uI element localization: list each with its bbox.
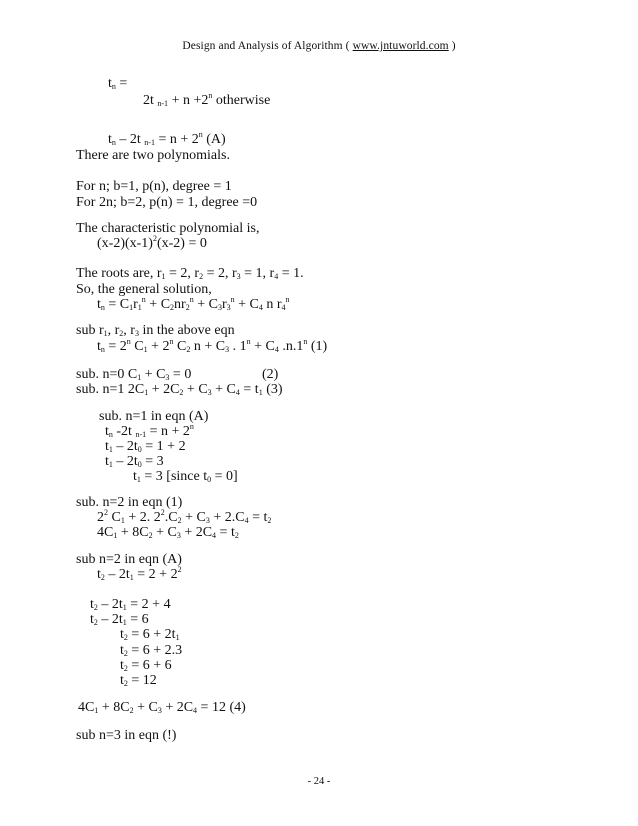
eq-line: $(x-2)(x-1)^2(x-2) = 0$ (97, 234, 207, 251)
text-line: The roots are, $r_1 = 2$, $r_2 = 2$, $r_3 = 1$, $r_4 = 1$. (76, 266, 304, 281)
eq-line: $t_n = C_1r_1^n + C_2nr_2^n + C_3r_3^n + C_4$ n $r_4^n$ (97, 295, 290, 312)
eq-line: $t_1 = 3$ [since $t_0 = 0$] (133, 469, 238, 484)
text-line: The characteristic polynomial is, (76, 221, 260, 236)
page-header (0, 40, 638, 52)
eq-line: $t_1 - 2t_0 = 1 + 2$ (105, 439, 186, 454)
text-line: For n; b=1, p(n), degree = 1 (76, 179, 232, 194)
text-line: sub n=3 in eqn (!) (76, 728, 177, 743)
eq-line: $t_2 = 6 + 2.3$ (120, 643, 183, 658)
eq-line: $t_2 = 6 + 6$ (120, 658, 172, 673)
eq-line: $t_1 - 2t_0 = 3$ (105, 454, 164, 469)
text-line: sub n=2 in eqn (A) (76, 552, 182, 567)
eq-line: 2t $_{n-1} + n +2^n$ otherwise (143, 91, 271, 108)
eq-line: $t_2 - 2t_1 = 6$ (90, 612, 149, 627)
text-line: So, the general solution, (76, 282, 212, 297)
eq-line: $t_n = 2^n$ $C_1 + 2^n$ $C_2$ $n + C_3$ . $1^n + C_4$ .n.1$^n$ (1) (97, 337, 328, 354)
eq-label: (2) (262, 367, 279, 382)
text-line: sub. n=1 in eqn (A) (99, 409, 209, 424)
eq-line: $t_n$ = (108, 76, 128, 91)
eq-line: $4C_1 + 8C_2 + C_3 + 2C_4 = t_2$ (97, 525, 239, 540)
eq-line: $t_n - 2t$ $_{n-1} = n + 2^n$ (A) (108, 130, 226, 147)
text-line: sub $r_1$, $r_2$, $r_3$ in the above eqn (76, 323, 235, 338)
eq-line: $t_2 = 12$ (120, 673, 157, 688)
eq-line: $t_n$ -2t $_{n-1} = n + 2^n$ (105, 422, 194, 439)
eq-line: $t_2 = 6 + 2t_1$ (120, 627, 180, 642)
text-line: There are two polynomials. (76, 148, 230, 163)
eq-line: $t_2 - 2t_1 = 2 + 4$ (90, 597, 171, 612)
header-link[interactable]: www.jntuworld.com (352, 40, 449, 52)
eq-line: $t_2 - 2t_1 = 2 + 2^2$ (97, 565, 182, 582)
page-number: - 24 - (307, 776, 331, 787)
eq-line: sub. n=0 $C_1 + C_3 = 0$ (76, 367, 192, 382)
header-title: Design and Analysis of Algorithm ( (182, 40, 353, 52)
text-line: For 2n; b=2, p(n) = 1, degree =0 (76, 195, 258, 210)
header-suffix: ) (448, 40, 456, 52)
text-line: sub. n=2 in eqn (1) (76, 495, 183, 510)
eq-line: $2^2$ $C_1 + 2$. $2^2.C_2 + C_3 + 2.C_4 = t_2$ (97, 508, 272, 525)
eq-line: sub. n=1 $2C_1 + 2C_2 + C_3 + C_4 = t_1$ (3) (76, 382, 283, 397)
eq-line: $4C_1 + 8C_2 + C_3 + 2C_4 = 12$ (4) (78, 700, 246, 715)
